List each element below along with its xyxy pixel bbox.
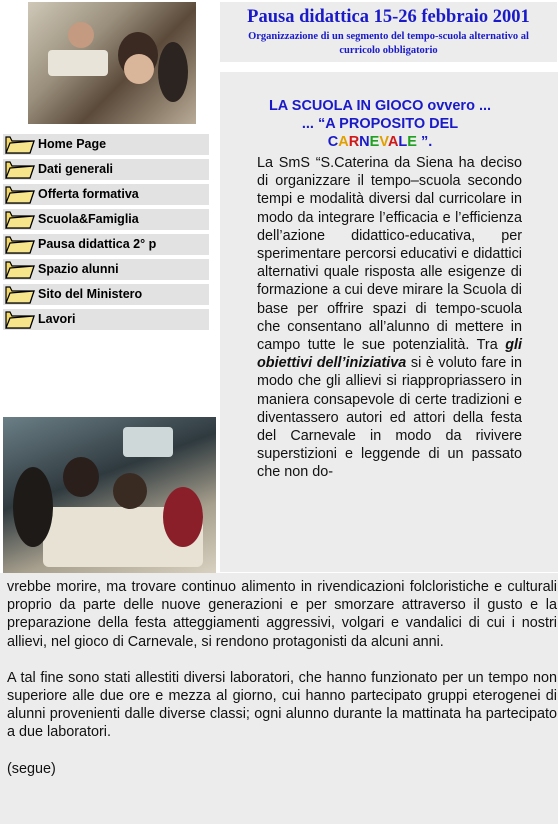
folder-icon bbox=[4, 133, 36, 155]
nav-item-label: Offerta formativa bbox=[38, 187, 139, 201]
folder-icon bbox=[4, 283, 36, 305]
folder-icon bbox=[4, 183, 36, 205]
article-heading-line1: LA SCUOLA IN GIOCO ovvero ... bbox=[268, 98, 492, 114]
article-paragraph: vrebbe morire, ma trovare continuo alimento in rivendicazioni folcloristiche e culturali proprio da parte delle nuove generazioni e per smorzare attraverso il gusto e la preparazione della festa atteggiamenti aggressivi, volgari e vandalici di cui i nostri allievi, nel gioco di Carnevale, si rendono protagonisti da alcuni anni. bbox=[7, 579, 557, 650]
article-heading-line3 bbox=[232, 133, 528, 151]
carnevale-letter: E bbox=[407, 134, 417, 150]
article-heading bbox=[232, 97, 528, 151]
carnevale-letter: E bbox=[369, 134, 380, 150]
page-subtitle: Organizzazione di un segmento del tempo-scuola alternativo al curricolo obbligatorio bbox=[248, 31, 529, 56]
nav-item[interactable] bbox=[3, 234, 209, 255]
carnevale-letter: V bbox=[379, 134, 388, 150]
article-heading-line2: ... “A PROPOSITO DEL bbox=[301, 116, 459, 132]
carnevale-letter: A bbox=[338, 134, 349, 150]
nav-item[interactable] bbox=[3, 134, 209, 155]
carnevale-letter: C bbox=[327, 134, 339, 150]
article-paragraph: A tal fine sono stati allestiti diversi laboratori, che hanno funzionato per un tempo non superiore alle due ore e mezza al giorno, cui hanno partecipato gruppi eterogenei di alunni provenienti dalle diverse classi; ogni alunno durante la mattinata ha partecipato a due laboratori. bbox=[7, 669, 557, 741]
nav-item-label: Dati generali bbox=[38, 162, 114, 176]
classroom-photo-bottom bbox=[3, 417, 216, 573]
heading-end: ”. bbox=[416, 134, 433, 150]
carnevale-word bbox=[328, 134, 417, 150]
nav-item-label: Home Page bbox=[38, 137, 107, 151]
nav-item[interactable] bbox=[3, 259, 209, 280]
carnevale-letter: A bbox=[387, 134, 399, 150]
nav-item-label: Lavori bbox=[38, 312, 76, 326]
article-body bbox=[257, 154, 522, 482]
nav-item[interactable] bbox=[3, 209, 209, 230]
folder-icon bbox=[4, 158, 36, 180]
folder-icon bbox=[4, 208, 36, 230]
classroom-photo-top bbox=[28, 2, 196, 124]
article-continued bbox=[7, 578, 557, 796]
page-header bbox=[220, 2, 557, 62]
folder-icon bbox=[4, 233, 36, 255]
page-title: Pausa didattica 15-26 febbraio 2001 bbox=[247, 7, 530, 27]
carnevale-letter: N bbox=[359, 134, 370, 150]
article-segue: (segue) bbox=[7, 760, 56, 777]
nav-item-label: Sito del Ministero bbox=[38, 287, 143, 301]
sidebar-nav bbox=[3, 134, 209, 334]
article-text-before: La SmS “S.Caterina da Siena ha deciso di organizzare il tempo–scuola secondo tempi e modalità diversi dal curricolare in modo da integrare l’efficacia e l’efficienza dell’azione didattico-educativa, per sperimentare percorsi educativi e didattici alternativi quale risposta alle esigenze di formazione a cui deve mirare la Scuola di base per offrire spazi di tempo-scuola che consentano all’alunno di mettere in campo tutte le sue potenzialità. Tra bbox=[257, 155, 522, 354]
nav-item[interactable] bbox=[3, 184, 209, 205]
nav-item[interactable] bbox=[3, 309, 209, 330]
article-text-after: si è voluto fare in modo che gli allievi si riappropriassero in maniera consapevole di certe tradizioni e diventassero autori ed attori della festa del Carnevale in modo da rivivere superstizioni e leggende di un passato che non do- bbox=[257, 355, 522, 481]
carnevale-letter: L bbox=[398, 134, 408, 150]
folder-icon bbox=[4, 308, 36, 330]
carnevale-letter: R bbox=[348, 134, 360, 150]
nav-item[interactable] bbox=[3, 284, 209, 305]
folder-icon bbox=[4, 258, 36, 280]
nav-item[interactable] bbox=[3, 159, 209, 180]
nav-item-label: Pausa didattica 2° p bbox=[38, 237, 157, 251]
article-text-emphasis: gli obiettivi dell’iniziativa bbox=[257, 337, 522, 372]
nav-item-label: Scuola&Famiglia bbox=[38, 212, 139, 226]
nav-item-label: Spazio alunni bbox=[38, 262, 119, 276]
